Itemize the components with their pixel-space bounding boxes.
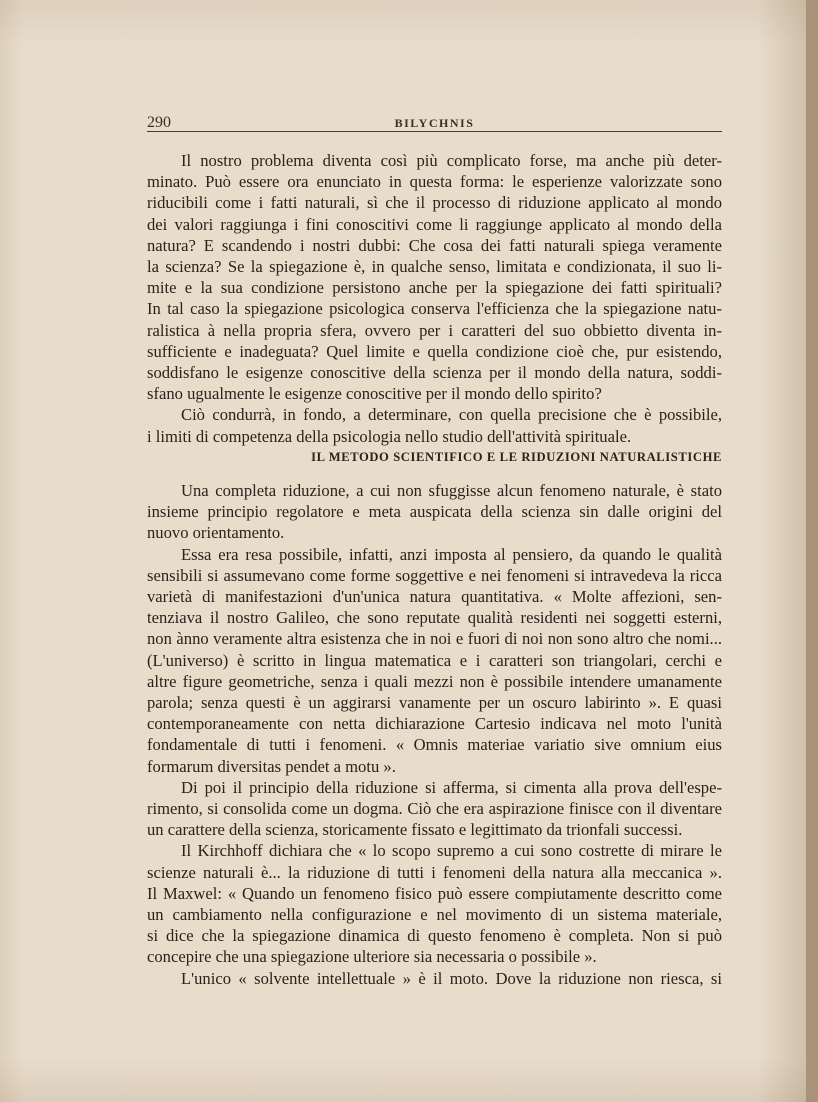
- running-title: BILYCHNIS: [394, 116, 475, 130]
- text-line: tenziava il nostro Galileo, che sono reputate qualità residenti nei soggetti esterni,: [147, 608, 722, 628]
- text-line: si dice che la spiegazione dinamica di questo fenomeno è completa. Non si può: [147, 926, 722, 946]
- text-line: Essa era resa possibile, infatti, anzi imposta al pensiero, da quando le qualità: [181, 544, 722, 564]
- text-line: non ànno veramente altra esistenza che in noi e fuori di noi non sono altro che nomi...: [147, 629, 722, 649]
- text-line: riducibili come i fatti naturali, sì che il processo di riduzione applicato al mondo: [147, 193, 722, 213]
- text-line: insieme principio regolatore e meta auspicata della scienza sin dalle origini del: [147, 502, 722, 522]
- text-line: Una completa riduzione, a cui non sfuggisse alcun fenomeno naturale, è stato: [181, 481, 722, 500]
- text-line: varietà di manifestazioni d'un'unica natura quantitativa. « Molte affezioni, sen-: [147, 587, 722, 607]
- section-one-text: [147, 150, 722, 447]
- text-line: In tal caso la spiegazione psicologica conserva l'efficienza che la spiegazione natu-: [147, 299, 722, 319]
- text-line: Il Maxwel: « Quando un fenomeno fisico può essere compiutamente descritto come: [147, 883, 722, 903]
- text-line: dei valori raggiunga i fini conoscitivi come li raggiunge applicato al mondo della: [147, 214, 722, 234]
- text-line: contemporaneamente con netta dichiarazione Cartesio indicava nel moto l'unità: [147, 714, 722, 734]
- text-line: un carattere della scienza, storicamente fissato e legittimato da trionfali successi.: [147, 820, 683, 840]
- text-line: parola; senza questi è un aggirarsi vanamente per un oscuro labirinto ». E quasi: [147, 693, 722, 713]
- text-line: sensibili si assumevano come forme soggettive e nei fenomeni si intravedeva la ricca: [147, 565, 722, 585]
- text-line: sufficiente e inadeguata? Quel limite e quella condizione cioè che, pur esistendo,: [147, 341, 722, 361]
- section-heading: IL METODO SCIENTIFICO E LE RIDUZIONI NATURALISTICHE: [311, 450, 722, 464]
- text-line: Il nostro problema diventa così più complicato forse, ma anche più deter-: [181, 151, 722, 170]
- text-line: minato. Può essere ora enunciato in questa forma: le esperienze valorizzate sono: [147, 172, 722, 192]
- page-number: 290: [147, 114, 171, 131]
- text-line: sfano ugualmente le esigenze conoscitive per il mondo dello spirito?: [147, 384, 602, 404]
- text-line: formarum diversitas pendet a motu ».: [147, 756, 396, 776]
- text-line: nuovo orientamento.: [147, 523, 285, 543]
- text-line: concepire che una spiegazione ulteriore sia necessaria o possibile ».: [147, 947, 597, 967]
- text-line: natura? E scandendo i nostri dubbi: Che cosa dei fatti naturali spiega veramente: [147, 235, 722, 255]
- header-rule: [147, 131, 722, 132]
- text-line: scienze naturali è... la riduzione di tutti i fenomeni della natura alla meccanica ».: [147, 862, 722, 882]
- text-line: un cambiamento nella configurazione e nel movimento di un sistema materiale,: [147, 905, 722, 925]
- text-line: fondamentale di tutti i fenomeni. « Omnis materiae variatio sive omnium eius: [147, 735, 722, 755]
- text-line: Ciò condurrà, in fondo, a determinare, con quella precisione che è possibile,: [181, 405, 722, 425]
- text-line: i limiti di competenza della psicologia nello studio dell'attività spirituale.: [147, 426, 632, 446]
- page-edge: [806, 0, 818, 1102]
- text-line: Il Kirchhoff dichiara che « lo scopo supremo a cui sono costrette di mirare le: [181, 841, 722, 861]
- text-line: rimento, si consolida come un dogma. Ciò che era aspirazione finisce con il diventare: [147, 799, 722, 819]
- text-line: (L'universo) è scritto in lingua matematica e i caratteri son triangolari, cerchi e: [147, 650, 722, 670]
- text-line: ralistica à nella propria sfera, ovvero per i caratteri del suo obbietto diventa in-: [147, 320, 722, 340]
- text-line: Di poi il principio della riduzione si afferma, si cimenta alla prova dell'espe-: [181, 777, 722, 797]
- section-two-text: [147, 480, 722, 989]
- text-line: mite e la sua condizione persistono anche per la spiegazione dei fatti spirituali?: [147, 278, 722, 298]
- text-line: la scienza? Se la spiegazione è, in qualche senso, limitata e condizionata, il suo li-: [147, 257, 722, 277]
- text-line: altre figure geometriche, senza i quali mezzi non è possibile intendere umanamente: [147, 671, 722, 691]
- text-line: L'unico « solvente intellettuale » è il moto. Dove la riduzione non riesca, si: [181, 968, 722, 988]
- text-line: soddisfano le esigenze conoscitive della scienza per il mondo della natura, soddi-: [147, 363, 722, 383]
